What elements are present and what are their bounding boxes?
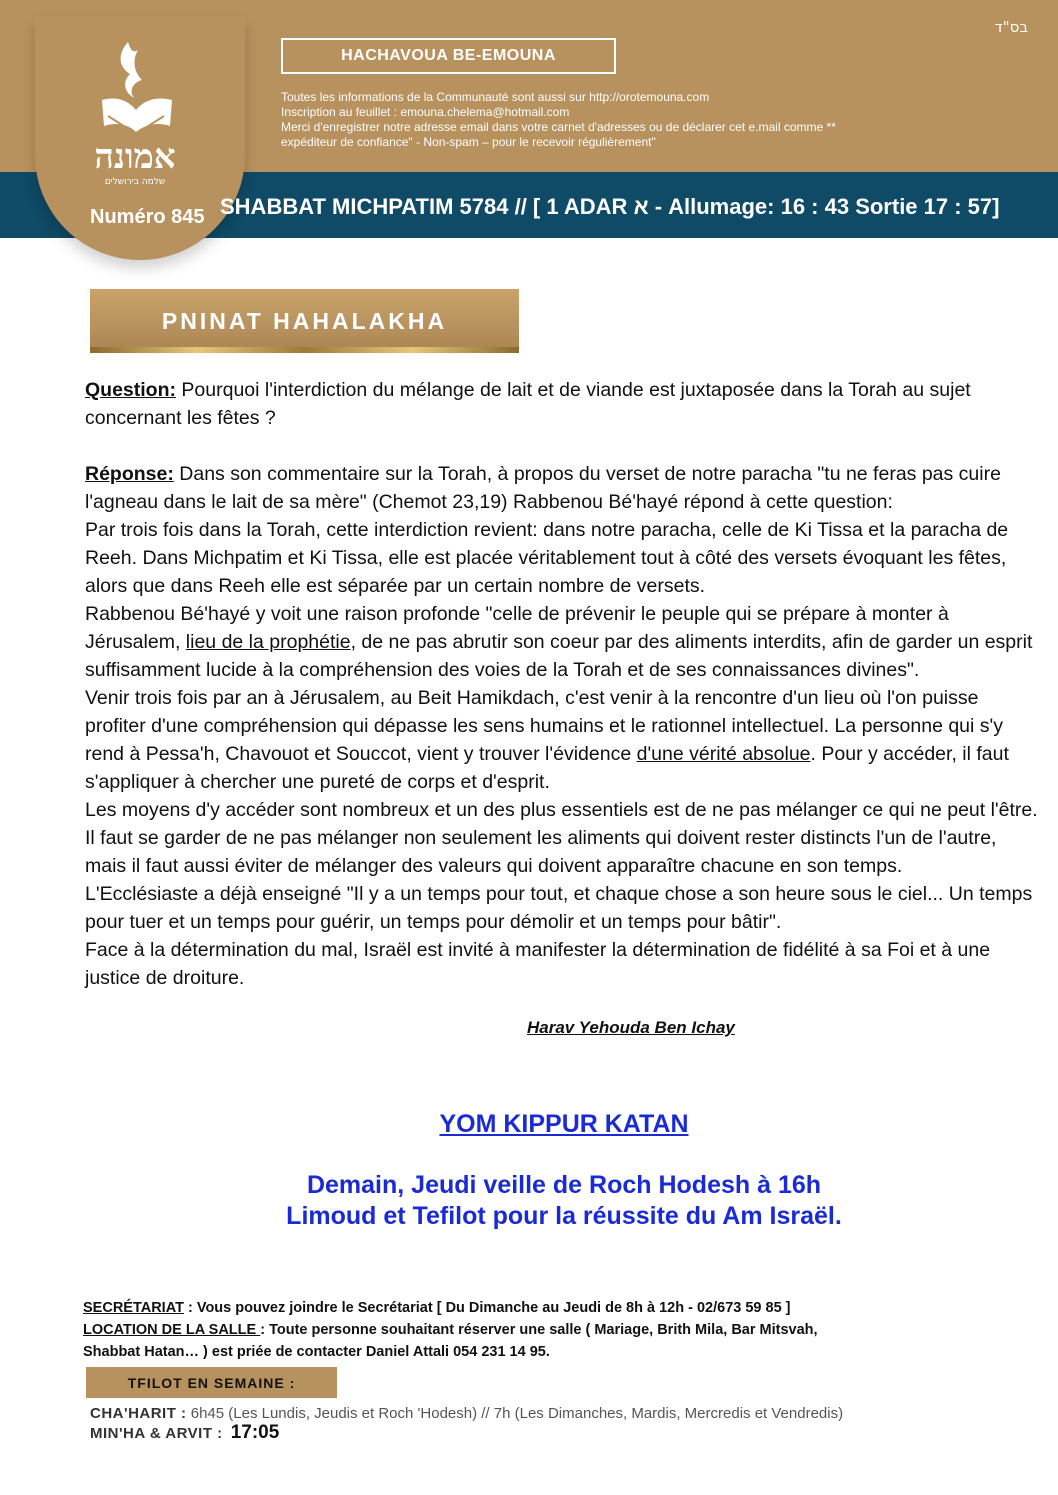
paragraph: Par trois fois dans la Torah, cette interdiction revient: dans notre paracha, celle de Ki Tissa et la paracha de Reeh. Dans Michpatim et Ki Tissa, elle est placée véritablement tout à côté des versets évoquant les fêtes, alors que dans Reeh elle est séparée par un certain nombre de versets. <box>85 519 1009 597</box>
announcement-title: YOM KIPPUR KATAN <box>439 1110 689 1138</box>
info-line: expéditeur de confiance" - Non-spam – pour le recevoir régulièrement" <box>281 135 656 149</box>
tfilot-schedule <box>90 1404 843 1443</box>
question-paragraph <box>85 376 1040 432</box>
secretariat-line: SECRÉTARIAT : Vous pouvez joindre le Secrétariat [ Du Dimanche au Jeudi de 8h à 12h - 02/673 59 85 ] <box>83 1300 791 1316</box>
newsletter-title: HACHAVOUA BE-EMOUNA <box>281 38 616 74</box>
answer-text: Dans son commentaire sur la Torah, à propos du verset de notre paracha "tu ne feras pas cuire l'agneau dans le lait de sa mère" (Chemot 23,19) Rabbenou Bé'hayé répond à cette question: <box>85 463 1001 513</box>
location-line-2: Shabbat Hatan… ) est priée de contacter Daniel Attali 054 231 14 95. <box>83 1344 550 1360</box>
info-line: Toutes les informations de la Communauté sont aussi sur http://orotemouna.com <box>281 90 710 104</box>
info-line: Inscription au feuillet : emouna.chelema@hotmail.com <box>281 105 570 119</box>
paragraph: Face à la détermination du mal, Israël est invité à manifester la détermination de fidélité à sa Foi et à une justice de droiture. <box>85 939 991 989</box>
emouna-logo <box>72 38 202 188</box>
shabbat-times: SHABBAT MICHPATIM 5784 // [ 1 ADAR א - Allumage: 16 : 43 Sortie 17 : 57] <box>220 194 1000 219</box>
chaharit-line: CHA'HARIT : 6h45 (Les Lundis, Jeudis et Roch 'Hodesh) // 7h (Les Dimanches, Mardis, Mercredis et Vendredis) <box>90 1405 844 1422</box>
paragraph: Rabbenou Bé'hayé y voit une raison profonde "celle de prévenir le peuple qui se prépare à monter à Jérusalem, lieu de la prophétie, de ne pas abrutir son coeur par des aliments interdits, afin de garder un esprit suffisamment lucide à la compréhension des voies de la Torah et de ses connaissances divines". <box>85 603 1033 681</box>
info-line: Merci d'enregistrer notre adresse email dans votre carnet d'adresses ou de déclarer cet e.mail comme ** <box>281 120 836 134</box>
question-text: Pourquoi l'interdiction du mélange de lait et de viande est juxtaposée dans la Torah au sujet concernant les fêtes ? <box>85 379 971 429</box>
announcement-line: Demain, Jeudi veille de Roch Hodesh à 16h <box>306 1171 822 1199</box>
answer-label: Réponse: <box>85 463 174 485</box>
minha-line: MIN'HA & ARVIT : 17:05 <box>90 1422 280 1443</box>
footer-info <box>83 1297 1013 1363</box>
issue-number: Numéro 845 <box>90 206 205 228</box>
location-line: LOCATION DE LA SALLE : Toute personne souhaitant réserver une salle ( Mariage, Brith Mila, Bar Mitsvah, <box>83 1322 818 1338</box>
answer-paragraph <box>85 460 1040 516</box>
svg-text:אמונה: אמונה <box>94 137 176 177</box>
section-banner: PNINAT HAHALAKHA <box>90 289 519 353</box>
announcement-line: Limoud et Tefilot pour la réussite du Am Israël. <box>286 1202 842 1230</box>
announcement-text <box>0 1170 1058 1232</box>
paragraph: Venir trois fois par an à Jérusalem, au Beit Hamikdach, c'est venir à la rencontre d'un lieu où l'on puisse profiter d'une compréhension qui dépasse les sens humains et le rationnel intellectuel. La personne qui s'y rend à Pessa'h, Chavouot et Souccot, vient y trouver l'évidence d'une vérité absolue. Pour y accéder, il faut s'appliquer à chercher une pureté de corps et d'esprit. <box>85 687 1009 793</box>
bsd-mark: בס"ד <box>994 18 1028 36</box>
svg-text:שלמה בירושלים: שלמה בירושלים <box>104 177 166 187</box>
paragraph: Les moyens d'y accéder sont nombreux et un des plus essentiels est de ne pas mélanger ce qui ne peut l'être. Il faut se garder de ne pas mélanger non seulement les aliments qui doivent rester distincts l'un de l'autre, mais il faut aussi éviter de mélanger des valeurs qui doivent apparaître chacune en son temps. <box>85 799 1038 877</box>
author-signature: Harav Yehouda Ben Ichay <box>527 1018 735 1037</box>
paragraph: L'Ecclésiaste a déjà enseigné "Il y a un temps pour tout, et chaque chose a son heure sous le ciel... Un temps pour tuer et un temps pour guérir, un temps pour démolir et un temps pour bâtir". <box>85 883 1033 933</box>
header-info <box>281 90 981 150</box>
tfilot-banner: TFILOT EN SEMAINE : <box>86 1367 337 1398</box>
question-label: Question: <box>85 379 176 401</box>
article-body <box>85 376 1040 992</box>
